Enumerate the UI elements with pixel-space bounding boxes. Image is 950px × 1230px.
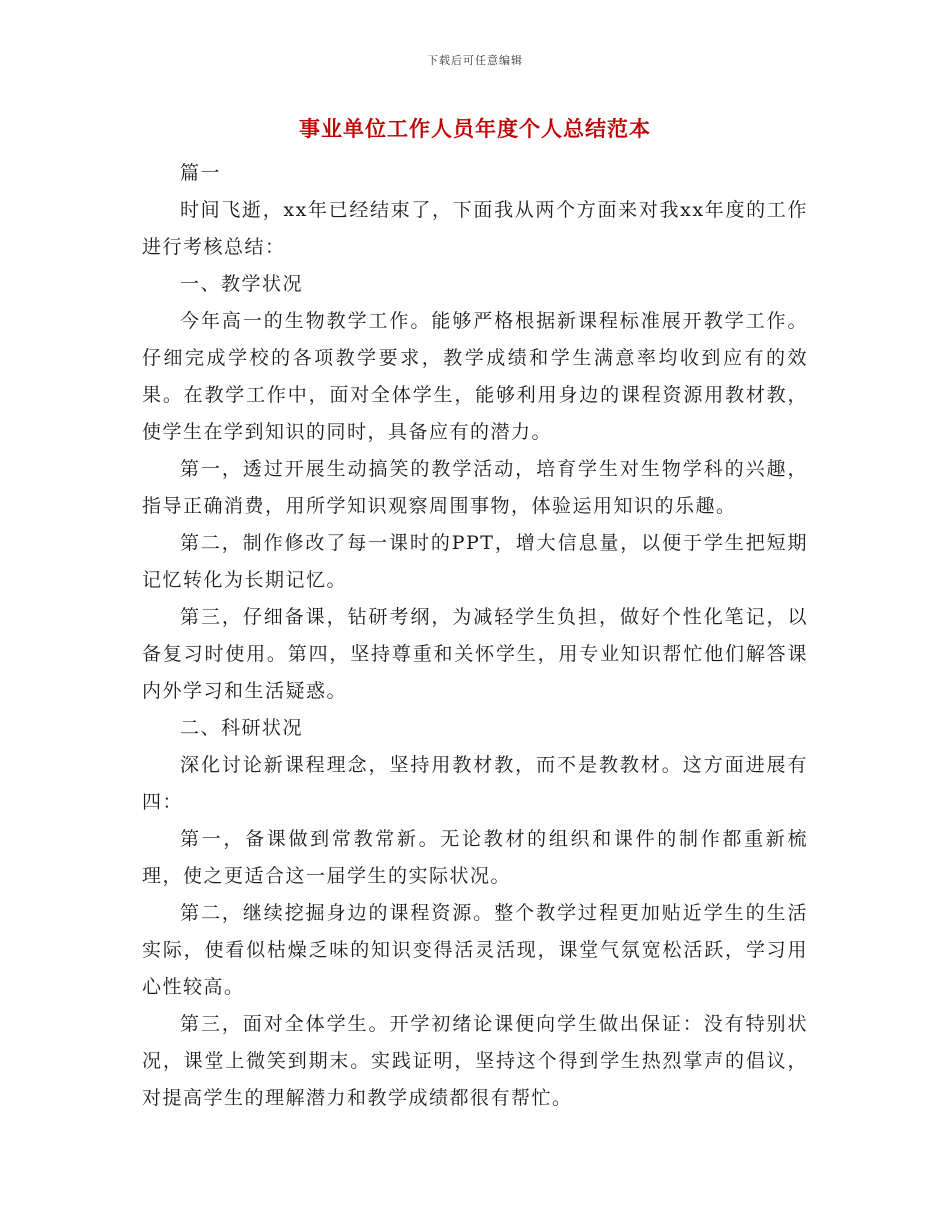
header-note: 下载后可任意编辑: [427, 54, 523, 67]
document-title: 事业单位工作人员年度个人总结范本: [299, 116, 651, 141]
paragraph: 第一，透过开展生动搞笑的教学活动，培育学生对生物学科的兴趣，指导正确消费，用所学知识观察周围事物，体验运用知识的乐趣。: [142, 458, 808, 517]
paragraph: 第三，仔细备课，钻研考纲，为减轻学生负担，做好个性化笔记，以备复习时使用。第四，坚持尊重和关怀学生，用专业知识帮忙他们解答课内外学习和生活疑惑。: [142, 606, 808, 702]
paragraph: 第二，制作修改了每一课时的PPT，增大信息量，以便于学生把短期记忆转化为长期记忆。: [142, 532, 808, 591]
paragraph: 第二，继续挖掘身边的课程资源。整个教学过程更加贴近学生的生活实际，使看似枯燥乏味的知识变得活灵活现，课堂气氛宽松活跃，学习用心性较高。: [142, 902, 808, 998]
paragraph: 今年高一的生物教学工作。能够严格根据新课程标准展开教学工作。仔细完成学校的各项教学要求，教学成绩和学生满意率均收到应有的效果。在教学工作中，面对全体学生，能够利用身边的课程资源用教材教，使学生在学到知识的同时，具备应有的潜力。: [142, 310, 808, 443]
paragraph: 深化讨论新课程理念，坚持用教材教，而不是教教材。这方面进展有四：: [142, 754, 808, 813]
paragraph: 时间飞逝，xx年已经结束了，下面我从两个方面来对我xx年度的工作进行考核总结：: [142, 199, 808, 258]
section-heading: 二、科研状况: [180, 717, 304, 739]
paragraph: 第三，面对全体学生。开学初绪论课便向学生做出保证：没有特别状况，课堂上微笑到期末。实践证明，坚持这个得到学生热烈掌声的倡议，对提高学生的理解潜力和教学成绩都很有帮忙。: [142, 1013, 808, 1109]
section-heading: 一、教学状况: [180, 273, 304, 295]
document-body: [142, 155, 808, 1117]
paragraph: 第一，备课做到常教常新。无论教材的组织和课件的制作都重新梳理，使之更适合这一届学生的实际状况。: [142, 828, 808, 887]
section-heading: 篇一: [180, 162, 222, 184]
